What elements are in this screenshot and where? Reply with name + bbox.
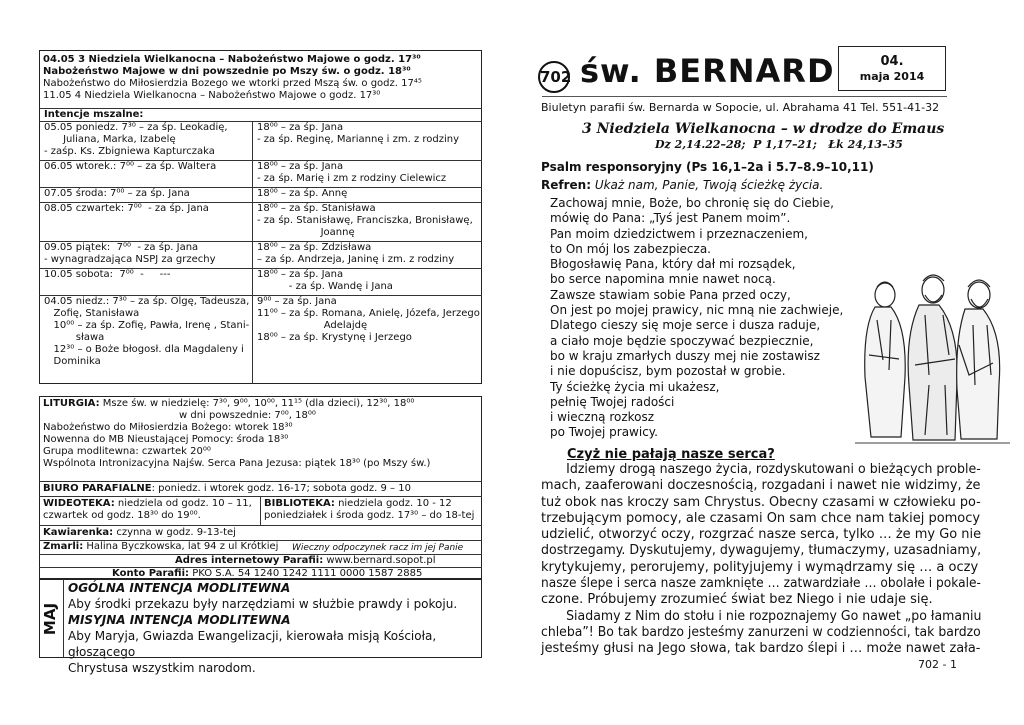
date-number: 04. — [880, 54, 904, 69]
biblioteka-text: niedziela godz. 10 - 12 — [334, 498, 452, 509]
psalm-line: i nie dopuścisz, bym pozostał w grobie. — [550, 364, 786, 379]
liturgia-novena: Nowenna do MB Nieustającej Pomocy: środa 18³⁰ — [43, 434, 289, 445]
intencje-left-line: 06.05 wtorek.: 7⁰⁰ – za śp. Waltera — [44, 161, 217, 172]
liturgia-mercy: Nabożeństwo do Miłosierdzia Bożego: wtorek 18³⁰ — [43, 422, 293, 433]
wideoteka — [43, 498, 258, 522]
article-line: czone. Próbujemy zrozumieć świat bez Niego i nie udaje się. — [541, 592, 933, 608]
liturgia-prayer-group: Grupa modlitewna: czwartek 20⁰⁰ — [43, 446, 211, 457]
wideoteka-text: niedziela od godz. 10 – 11, — [114, 498, 252, 509]
divider — [63, 579, 64, 658]
intencje-left-line: Zofię, Stanisława — [44, 308, 140, 319]
biuro-line — [43, 483, 411, 495]
article-line: chleba”! Bo tak bardzo jesteśmy zanurzeni w codzienności, tak bardzo — [541, 624, 981, 640]
intencje-row-weekday — [44, 203, 250, 215]
kawiarenka-text: czynna w godz. 9-13-tej — [113, 527, 236, 538]
psalm-line: Dlatego cieszy się moje serce i dusza raduje, — [550, 318, 821, 333]
psalm-line: bo w kraju zmarłych duszy mej nie zostawisz — [550, 348, 820, 363]
refren — [541, 178, 823, 192]
psalm-line: mówię do Pana: „Tyś jest Panem moim”. — [550, 211, 791, 226]
ogolna-text: Aby środki przekazu były narzędziami w służbie prawdy i pokoju. — [68, 597, 458, 611]
date-text: maja 2014 — [859, 70, 925, 83]
intencje-right-line: 18⁰⁰ – za śp. Stanisława — [257, 203, 376, 214]
article-line: udzielić, otworzyć oczy, rozgrzać nasze serca, tylko … że my Go nie — [541, 527, 982, 543]
intencje-right-line: 11⁰⁰ – za śp. Romana, Anielę, Józefa, Jerzego — [257, 308, 480, 319]
wideoteka-label: WIDEOTEKA: — [43, 498, 115, 509]
maj-intentions — [68, 580, 480, 676]
announcement-line-2: Nabożeństwo Majowe w dni powszednie po Mszy św. o godz. 18³⁰ — [43, 66, 411, 77]
psalm-line: a ciało moje będzie spoczywać bezpiecznie, — [550, 333, 814, 348]
intencje-left-line: 04.05 niedz.: 7³⁰ – za śp. Olgę, Tadeusza, — [44, 296, 250, 307]
liturgia-weekday: w dni powszednie: 7⁰⁰, 18⁰⁰ — [179, 410, 316, 421]
psalm-text — [550, 196, 843, 441]
article-line: jesteśmy głusi na Jego słowa, tak bardzo ślepi i … może nawet zała- — [541, 641, 981, 657]
intencje-right-line: 18⁰⁰ – za śp. Jana — [257, 161, 344, 172]
intencje-right-line: - za śp. Reginę, Mariannę i zm. z rodziny — [257, 134, 460, 145]
biblioteka — [264, 498, 480, 522]
intencje-right-line: 18⁰⁰ – za śp. Jana — [257, 122, 344, 133]
liturgia-sunday: Msze św. w niedzielę: 7³⁰, 9⁰⁰, 10⁰⁰, 11¹⁵ (dla dzieci), 12³⁰, 18⁰⁰ — [99, 398, 415, 409]
psalm-line: Błogosławię Pana, który dał mi rozsądek, — [550, 257, 796, 272]
announcement-line-4: 11.05 4 Niedziela Wielkanocna – Nabożeństwo Majowe o godz. 17³⁰ — [43, 90, 381, 101]
ogolna-title: OGÓLNA INTENCJA MODLITEWNA — [68, 581, 291, 595]
misyjna-text-2: Chrystusa wszystkim narodom. — [68, 661, 256, 675]
intencje-right-line: 18⁰⁰ – za śp. Krystynę i Jerzego — [257, 332, 412, 343]
psalm-line: to On mój los zabezpiecza. — [550, 241, 711, 256]
intencje-right-line: 9⁰⁰ – za śp. Jana — [257, 296, 337, 307]
liturgia-label: LITURGIA: — [43, 398, 100, 409]
psalm-line: pełnię Twojej radości — [550, 394, 675, 409]
parish-website-link[interactable]: www.bernard.sopot.pl — [323, 555, 436, 566]
misyjna-text-1: Aby Maryja, Gwiazda Ewangelizacji, kierowała misją Kościoła, głoszącego — [68, 629, 437, 659]
maj-side-label: MAJ — [41, 602, 59, 636]
intencje-right-line: – za śp. Andrzeja, Janinę i zm. z rodziny — [257, 254, 455, 265]
intencje-row-weekday — [44, 122, 250, 158]
article-line: Idziemy drogą naszego życia, rozdyskutowani o bieżących proble- — [566, 462, 981, 477]
intencje-row-evening — [257, 203, 479, 239]
adres-label: Adres internetowy Parafii: — [175, 555, 324, 566]
liturgia-section — [43, 398, 479, 470]
zmarli-text: Halina Byczkowska, lat 94 z ul Krótkiej — [83, 541, 279, 552]
intencje-right-line: 18⁰⁰ – za śp. Jana — [257, 269, 344, 280]
intencje-row-evening — [257, 161, 479, 185]
page-number: 702 - 1 — [918, 658, 957, 671]
intencje-left-line: Dominika — [44, 356, 101, 367]
illustration-disciples-on-road-to-emmaus — [855, 265, 1010, 450]
psalm-line: po Twojej prawicy. — [550, 425, 658, 440]
article-line: trzebującym pomocy, ale czasami On sam chce nam takiej pomocy — [541, 510, 981, 526]
divider — [39, 525, 482, 526]
psalm-line: i wieczną rozkosz — [550, 410, 655, 425]
konto-label: Konto Parafii: — [112, 568, 190, 579]
psalm-line: Zawsze stawiam sobie Pana przed oczy, — [550, 287, 791, 302]
intencje-left-line: 07.05 środa: 7⁰⁰ – za śp. Jana — [44, 188, 190, 199]
intencje-left-line: 10⁰⁰ – za śp. Zofię, Pawła, Irenę , Stani- — [44, 320, 250, 331]
intencje-left-line: sława — [44, 332, 105, 343]
intencje-left-line: Juliana, Marka, Izabelę — [44, 134, 176, 145]
sunday-title: 3 Niedziela Wielkanocna – w drodze do Emaus — [582, 121, 945, 137]
liturgia-community: Wspólnota Intronizacyjna Najśw. Serca Pana Jezusa: piątek 18³⁰ (po Mszy św.) — [43, 458, 431, 469]
article-line: nasze ślepe i serca nasze zamknięte … zatwardziałe … obolałe i pokale- — [541, 576, 981, 592]
biblioteka-hours: poniedziałek i środa godz. 17³⁰ – do 18-tej — [264, 510, 475, 521]
intencje-right-line: Joannę — [257, 227, 355, 238]
refren-text: Ukaż nam, Panie, Twoją ścieżkę życia. — [591, 178, 824, 192]
zmarli — [43, 541, 278, 553]
intencje-row-evening — [257, 242, 479, 266]
intencje-right-line: - za śp. Marię i zm z rodziny Cielewicz — [257, 173, 447, 184]
biblioteka-label: BIBLIOTEKA: — [264, 498, 335, 509]
announcement-line-3: Nabożeństwo do Miłosierdzia Bozego we wtorki przed Mszą św. o godz. 17⁴⁵ — [43, 78, 422, 89]
zmarli-prayer: Wieczny odpoczynek racz im jej Panie — [292, 543, 464, 553]
psalm-line: On jest po mojej prawicy, nic mną nie zachwieje, — [550, 303, 844, 318]
intencje-left-line: - wynagradzająca NSPJ za grzechy — [44, 254, 216, 265]
intencje-row-weekday — [44, 161, 250, 173]
intencje-row-weekday — [44, 296, 250, 368]
intencje-row-evening — [257, 296, 479, 344]
article-line: tuż obok nas kroczy sam Chrystus. Obecny czasami w człowieku po- — [541, 494, 981, 510]
biuro-label: BIURO PARAFIALNE — [43, 483, 152, 494]
biuro-text: : poniedz. i wtorek godz. 16-17; sobota godz. 9 – 10 — [151, 483, 411, 494]
intencje-row-evening — [257, 188, 479, 200]
psalm-line: Ty ścieżkę życia mi ukażesz, — [550, 379, 720, 394]
intencje-row-weekday — [44, 242, 250, 266]
date-box — [838, 46, 946, 91]
kawiarenka — [43, 527, 236, 539]
intencje-left-line: 08.05 czwartek: 7⁰⁰ - za śp. Jana — [44, 203, 209, 214]
divider — [260, 496, 261, 525]
intencje-row-weekday — [44, 188, 250, 200]
intencje-title: Intencje mszalne: — [44, 109, 144, 120]
issue-number: 702 — [538, 61, 570, 93]
psalm-title: Psalm responsoryjny (Ps 16,1–2a i 5.7–8.9–10,11) — [541, 160, 874, 174]
intencje-left-line: 05.05 poniedz. 7³⁰ – za śp. Leokadię, — [44, 122, 228, 133]
psalm-line: bo serce napomina mnie nawet nocą. — [550, 272, 776, 287]
announcement-line-1: 04.05 3 Niedziela Wielkanocna – Nabożeństwo Majowe o godz. 17³⁰ — [43, 54, 421, 65]
intencje-right-line: 18⁰⁰ – za śp. Zdzisława — [257, 242, 372, 253]
intencje-row-weekday — [44, 269, 250, 281]
intencje-left-line: - zaśp. Ks. Zbigniewa Kapturczaka — [44, 146, 215, 157]
psalm-line: Zachowaj mnie, Boże, bo chronię się do Ciebie, — [550, 196, 834, 210]
intencje-row-evening — [257, 269, 479, 293]
article-body — [541, 462, 981, 658]
intencje-right-line: Adelajdę — [257, 320, 368, 331]
intencje-right-line: 18⁰⁰ – za śp. Annę — [257, 188, 348, 199]
zmarli-label: Zmarli: — [43, 541, 84, 552]
readings: Dz 2,14.22–28; P 1,17–21; Łk 24,13–35 — [655, 138, 903, 151]
announcements — [43, 54, 479, 102]
adres — [175, 555, 436, 567]
article-title: Czyż nie pałają nasze serca? — [567, 447, 775, 462]
intencje-left-line: 09.05 piątek: 7⁰⁰ - za śp. Jana — [44, 242, 199, 253]
article-line: Siadamy z Nim do stołu i nie rozpoznajemy Go nawet „po łamaniu — [566, 608, 982, 624]
article-line: krytykujemy, perorujemy, polityjujemy i wymądrzamy się … a oczy — [541, 559, 979, 575]
intencje-left-line: 12³⁰ – o Boże błogosł. dla Magdaleny i — [44, 344, 244, 355]
misyjna-title: MISYJNA INTENCJA MODLITEWNA — [68, 613, 291, 627]
intencje-right-line: - za śp. Stanisławę, Franciszka, Bronisławę, — [257, 215, 473, 226]
article-line: mach, zaaferowani doczesnością, rozgadani i nawet nie widzimy, że — [541, 478, 981, 494]
intencje-left-line: 10.05 sobota: 7⁰⁰ - --- — [44, 269, 171, 280]
subtitle: Biuletyn parafii św. Bernarda w Sopocie, ul. Abrahama 41 Tel. 551-41-32 — [541, 101, 940, 114]
psalm-line: Pan moim dziedzictwem i przeznaczeniem, — [550, 226, 808, 241]
refren-label: Refren: — [541, 178, 591, 192]
divider — [39, 481, 482, 482]
kawiarenka-label: Kawiarenka: — [43, 527, 114, 538]
konto-number: PKO S.A. 54 1240 1242 1111 0000 1587 2885 — [189, 568, 423, 579]
header-rule — [542, 96, 947, 97]
wideoteka-hours: czwartek od godz. 18³⁰ do 19⁰⁰. — [43, 510, 201, 521]
intencje-row-evening — [257, 122, 479, 146]
intencje-right-line: - za śp. Wandę i Jana — [257, 281, 393, 292]
newsletter-title: św. BERNARD — [580, 52, 835, 90]
article-line: dostrzegamy. Dyskutujemy, dywagujemy, tłumaczymy, uzasadniamy, — [541, 543, 982, 559]
